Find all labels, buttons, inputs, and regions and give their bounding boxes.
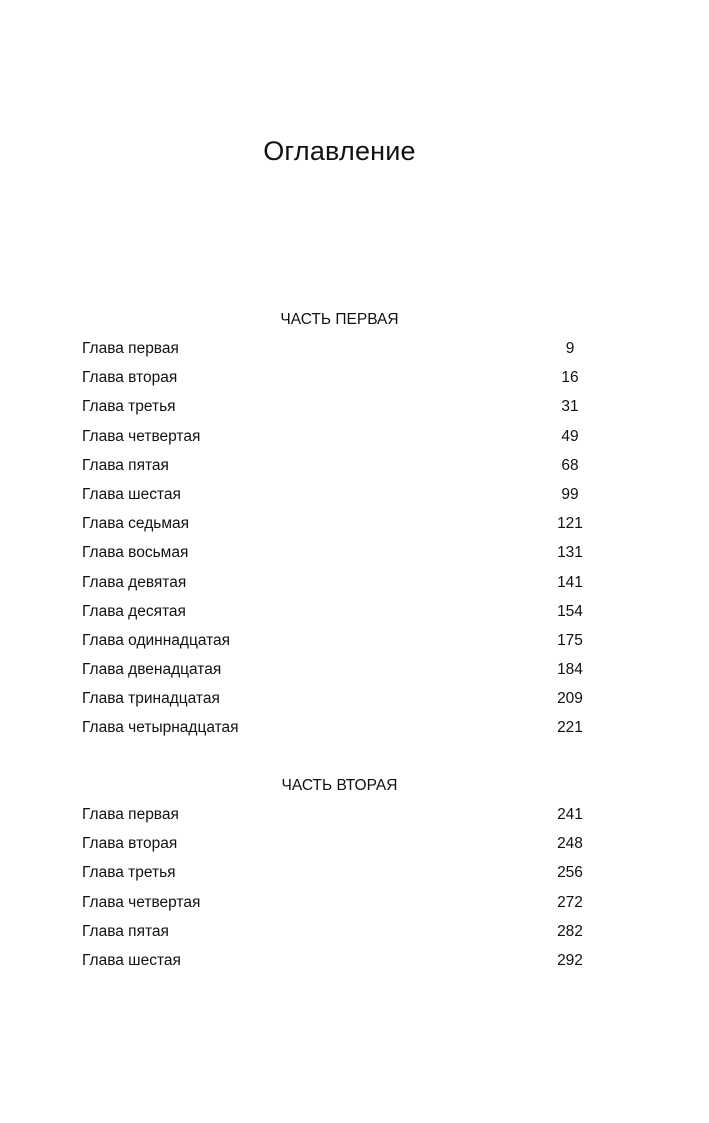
page-number: 16 [561, 369, 579, 387]
chapter-title: Глава двенадцатая [82, 661, 222, 679]
page-number: 221 [557, 719, 583, 737]
chapter-title: Глава пятая [82, 922, 169, 940]
page-title: Оглавление [263, 136, 416, 166]
page-number: 272 [557, 893, 583, 911]
page-number: 121 [557, 515, 583, 533]
page-number: 141 [557, 573, 583, 591]
toc-entry[interactable] [82, 367, 590, 396]
part-heading: ЧАСТЬ ПЕРВАЯ [280, 311, 399, 328]
part-section-1 [82, 309, 590, 747]
page-number: 292 [557, 951, 583, 969]
page-number: 184 [557, 661, 583, 679]
chapter-title: Глава третья [82, 864, 176, 882]
page-number: 154 [557, 602, 583, 620]
chapter-title: Глава десятая [82, 602, 186, 620]
page-number: 241 [557, 806, 583, 823]
toc-entry[interactable] [82, 630, 590, 659]
toc-entry[interactable] [82, 950, 590, 979]
page-number: 175 [557, 631, 583, 649]
chapter-title: Глава девятая [82, 573, 187, 591]
toc-entry[interactable] [82, 426, 590, 455]
toc-entry[interactable] [82, 833, 590, 862]
part-heading: ЧАСТЬ ВТОРАЯ [281, 777, 398, 794]
toc-entry[interactable] [82, 921, 590, 950]
chapter-title: Глава пятая [82, 456, 169, 474]
chapter-title: Глава первая [82, 340, 179, 357]
chapter-title: Глава вторая [82, 835, 178, 853]
chapter-title: Глава третья [82, 398, 176, 416]
chapter-title: Глава четвертая [82, 427, 201, 445]
page-number: 99 [561, 485, 579, 503]
toc-entry[interactable] [82, 513, 590, 542]
toc-entry[interactable] [82, 659, 590, 688]
chapter-title: Глава тринадцатая [82, 690, 220, 708]
chapter-title: Глава первая [82, 806, 179, 823]
part-section-2 [82, 775, 590, 979]
chapter-title: Глава шестая [82, 485, 181, 503]
page-number: 131 [557, 544, 583, 562]
chapter-title: Глава шестая [82, 951, 181, 969]
chapter-title: Глава вторая [82, 369, 178, 387]
toc-entry[interactable] [82, 804, 590, 833]
chapter-title: Глава одиннадцатая [82, 631, 231, 649]
page-number: 31 [561, 398, 579, 416]
page-number: 49 [561, 427, 579, 445]
page-number: 256 [557, 864, 583, 882]
toc-entry[interactable] [82, 455, 590, 484]
toc-entry[interactable] [82, 892, 590, 921]
chapter-title: Глава седьмая [82, 515, 189, 533]
page-number: 282 [557, 922, 583, 940]
page-number: 248 [557, 835, 583, 853]
toc-entry[interactable] [82, 542, 590, 571]
toc-entry[interactable] [82, 396, 590, 425]
toc-entry[interactable] [82, 717, 590, 746]
toc-entry[interactable] [82, 572, 590, 601]
toc-entry[interactable] [82, 338, 590, 367]
toc-entry[interactable] [82, 601, 590, 630]
toc-entry[interactable] [82, 688, 590, 717]
chapter-title: Глава четырнадцатая [82, 719, 239, 737]
chapter-title: Глава четвертая [82, 893, 201, 911]
chapter-title: Глава восьмая [82, 544, 189, 562]
page-number: 9 [565, 340, 575, 357]
page-number: 209 [557, 690, 583, 708]
page-number: 68 [561, 456, 579, 474]
toc-entry[interactable] [82, 484, 590, 513]
toc-entry[interactable] [82, 862, 590, 891]
